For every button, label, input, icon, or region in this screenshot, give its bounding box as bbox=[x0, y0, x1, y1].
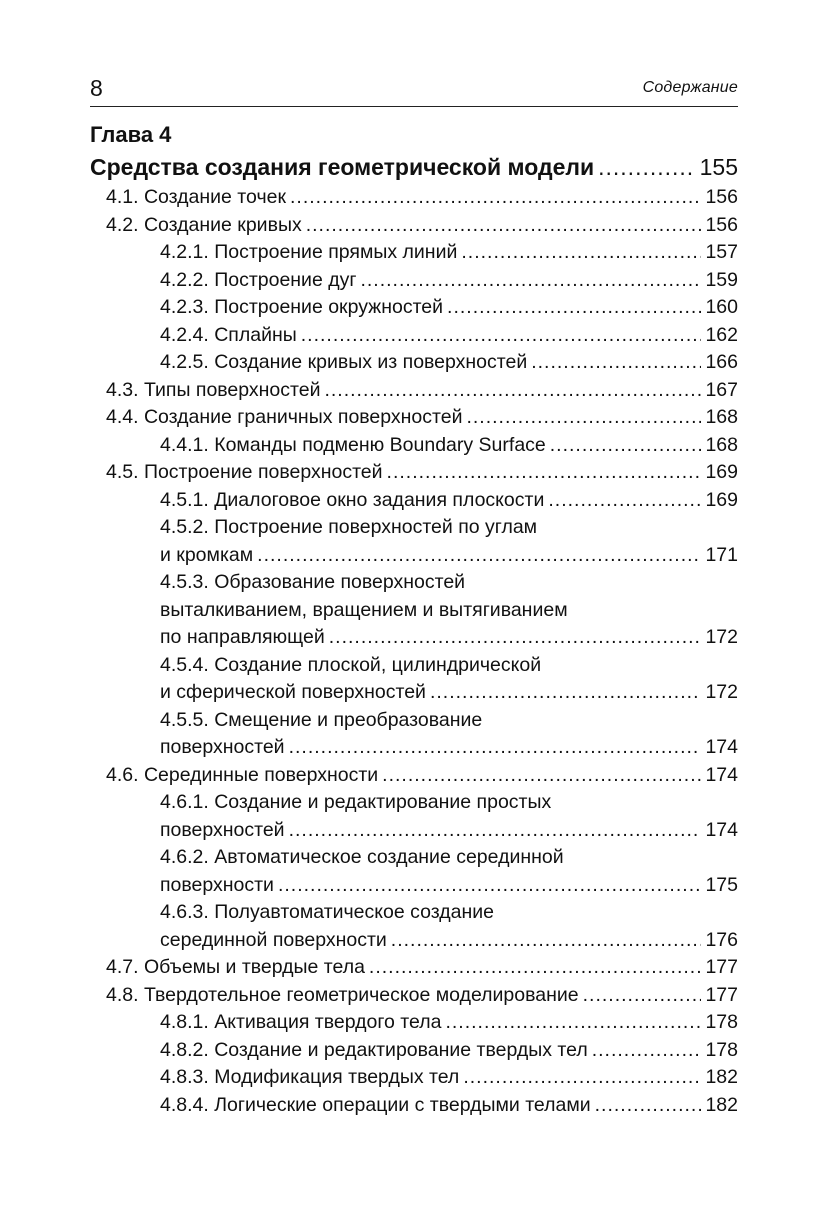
toc-entry[interactable] bbox=[90, 212, 738, 240]
leader-dots bbox=[598, 153, 696, 181]
toc-entry[interactable] bbox=[90, 349, 738, 377]
toc-entry-title: 4.8.4. Логические операции с твердыми телами bbox=[160, 1093, 591, 1116]
toc-entry-title: 4.2.3. Построение окружностей bbox=[160, 296, 444, 318]
toc-entry-page: 167 bbox=[705, 378, 738, 401]
chapter-title-row[interactable] bbox=[90, 153, 738, 181]
toc-entry-row bbox=[160, 624, 738, 652]
toc-entry[interactable] bbox=[90, 322, 738, 350]
toc-entry-title-line: 4.6.2. Автоматическое создание серединной bbox=[160, 846, 564, 868]
toc-entry-row bbox=[106, 377, 738, 405]
toc-entry-title-line: выталкиванием, вращением и вытягиванием bbox=[160, 598, 568, 621]
leader-dots bbox=[387, 459, 702, 487]
toc-entry-page: 166 bbox=[705, 351, 738, 373]
toc-entry-title: 4.1. Создание точек bbox=[106, 186, 286, 208]
toc-entry-page: 174 bbox=[705, 736, 738, 758]
toc-entry-row bbox=[160, 1009, 738, 1037]
toc-entry-title: 4.6. Серединные поверхности bbox=[106, 763, 379, 786]
toc-entry[interactable] bbox=[90, 432, 738, 460]
page-header bbox=[90, 74, 738, 107]
toc-entry-page: 156 bbox=[705, 213, 738, 236]
toc-entry-row bbox=[160, 1092, 738, 1120]
toc-entry-title: 4.2.4. Сплайны bbox=[160, 323, 297, 346]
leader-dots bbox=[447, 294, 701, 322]
leader-dots bbox=[595, 1092, 702, 1120]
toc-entry[interactable] bbox=[90, 294, 738, 322]
toc-entry-page: 157 bbox=[705, 241, 738, 263]
toc-entry[interactable] bbox=[90, 899, 738, 954]
leader-dots bbox=[391, 927, 702, 955]
toc-entry-page: 178 bbox=[705, 1011, 738, 1033]
toc-entry-row bbox=[106, 982, 738, 1010]
toc-entry-title-line: 4.5.4. Создание плоской, цилиндрической bbox=[160, 653, 542, 676]
leader-dots bbox=[306, 212, 702, 240]
leader-dots bbox=[445, 1009, 701, 1037]
toc-entry-row bbox=[106, 954, 738, 982]
toc-entry[interactable] bbox=[90, 404, 738, 432]
toc-entry-title: 4.2.2. Построение дуг bbox=[160, 268, 357, 291]
toc-entry-row bbox=[160, 817, 738, 845]
toc-entry[interactable] bbox=[90, 267, 738, 295]
toc-entry-page: 175 bbox=[705, 873, 738, 896]
toc-entry-title: поверхностей bbox=[160, 818, 285, 841]
toc-entry-title: 4.4. Создание граничных поверхностей bbox=[106, 406, 463, 428]
toc-entry-page: 169 bbox=[705, 488, 738, 511]
leader-dots bbox=[290, 184, 701, 212]
toc-entry-title: 4.8.1. Активация твердого тела bbox=[160, 1011, 442, 1033]
toc-entry-page: 171 bbox=[705, 543, 738, 566]
leader-dots bbox=[289, 734, 702, 762]
toc-entry-title: 4.2. Создание кривых bbox=[106, 213, 302, 236]
toc-entry-title: 4.3. Типы поверхностей bbox=[106, 378, 321, 401]
leader-dots bbox=[548, 487, 701, 515]
leader-dots bbox=[430, 679, 702, 707]
toc-entry-page: 169 bbox=[705, 461, 738, 483]
toc-entry-title: 4.8. Твердотельное геометрическое моделирование bbox=[106, 983, 579, 1006]
toc-entry-row bbox=[106, 184, 738, 212]
toc-entry-title: 4.2.1. Построение прямых линий bbox=[160, 241, 458, 263]
toc-entry-row bbox=[106, 459, 738, 487]
toc-entry-title: поверхности bbox=[160, 873, 274, 896]
toc-entry[interactable] bbox=[90, 1064, 738, 1092]
toc-entry-page: 177 bbox=[705, 956, 738, 978]
toc-entry[interactable] bbox=[90, 762, 738, 790]
toc-entry-row bbox=[160, 1037, 738, 1065]
toc-entry-title: 4.4.1. Команды подменю Boundary Surface bbox=[160, 433, 546, 456]
toc-entry[interactable] bbox=[90, 1092, 738, 1120]
toc-entry-page: 162 bbox=[705, 323, 738, 346]
toc-entry-row bbox=[160, 322, 738, 350]
toc-entry-page: 168 bbox=[705, 433, 738, 456]
toc-entry-title: поверхностей bbox=[160, 736, 285, 758]
toc-entry-title: и кромкам bbox=[160, 543, 254, 566]
toc-entry-row bbox=[106, 404, 738, 432]
leader-dots bbox=[369, 954, 702, 982]
toc-entry-row bbox=[160, 542, 738, 570]
toc-entry-row bbox=[160, 734, 738, 762]
toc-entry-title: 4.5. Построение поверхностей bbox=[106, 461, 383, 483]
leader-dots bbox=[592, 1037, 702, 1065]
toc-entry-row bbox=[160, 487, 738, 515]
toc-entry-title: и сферической поверхностей bbox=[160, 681, 426, 703]
toc-entry[interactable] bbox=[90, 487, 738, 515]
toc-entry-title-line: 4.5.3. Образование поверхностей bbox=[160, 571, 466, 593]
toc-entry-page: 178 bbox=[705, 1038, 738, 1061]
toc-entry-title-line: 4.6.3. Полуавтоматическое создание bbox=[160, 901, 494, 923]
leader-dots bbox=[257, 542, 701, 570]
toc-entry-page: 182 bbox=[705, 1093, 738, 1116]
toc-entry-row bbox=[160, 239, 738, 267]
leader-dots bbox=[583, 982, 702, 1010]
toc-entry-title-line: 4.6.1. Создание и редактирование простых bbox=[160, 791, 552, 813]
leader-dots bbox=[531, 349, 701, 377]
leader-dots bbox=[360, 267, 701, 295]
leader-dots bbox=[550, 432, 702, 460]
toc-entry-title-line: 4.5.2. Построение поверхностей по углам bbox=[160, 516, 538, 538]
toc-entry-title: серединной поверхности bbox=[160, 928, 387, 951]
toc-entry[interactable] bbox=[90, 707, 738, 762]
toc-entry-title: по направляющей bbox=[160, 626, 325, 648]
leader-dots bbox=[466, 404, 701, 432]
toc-entry-row bbox=[160, 1064, 738, 1092]
toc-entry-page: 168 bbox=[705, 406, 738, 428]
chapter-page: 155 bbox=[699, 154, 738, 180]
toc-entry[interactable] bbox=[90, 569, 738, 652]
toc-entry-title: 4.8.2. Создание и редактирование твердых тел bbox=[160, 1038, 588, 1061]
chapter-title: Средства создания геометрической модели bbox=[90, 154, 595, 180]
toc-entry-title-line: 4.5.5. Смещение и преобразование bbox=[160, 708, 483, 731]
toc-entry[interactable] bbox=[90, 1037, 738, 1065]
leader-dots bbox=[463, 1064, 701, 1092]
toc-entry-title: 4.5.1. Диалоговое окно задания плоскости bbox=[160, 488, 545, 511]
leader-dots bbox=[301, 322, 702, 350]
leader-dots bbox=[461, 239, 701, 267]
toc-entry[interactable] bbox=[90, 789, 738, 844]
toc-entry[interactable] bbox=[90, 459, 738, 487]
leader-dots bbox=[278, 872, 702, 900]
toc-entry[interactable] bbox=[90, 844, 738, 899]
toc-entry[interactable] bbox=[90, 377, 738, 405]
toc-entry[interactable] bbox=[90, 652, 738, 707]
toc-entry-title: 4.7. Объемы и твердые тела bbox=[106, 956, 365, 978]
toc-entry-page: 177 bbox=[705, 983, 738, 1006]
leader-dots bbox=[289, 817, 702, 845]
toc-entry-row bbox=[160, 679, 738, 707]
leader-dots bbox=[329, 624, 702, 652]
running-title: Содержание bbox=[642, 79, 738, 96]
toc-entry-row bbox=[106, 762, 738, 790]
toc-entry-row bbox=[160, 432, 738, 460]
page-number: 8 bbox=[90, 75, 103, 101]
toc-entry-page: 174 bbox=[705, 763, 738, 786]
toc-entry[interactable] bbox=[90, 184, 738, 212]
toc-entry-page: 160 bbox=[705, 296, 738, 318]
chapter-label: Глава 4 bbox=[90, 122, 172, 147]
table-of-contents bbox=[90, 184, 738, 1119]
toc-entry-page: 172 bbox=[705, 626, 738, 648]
toc-entry[interactable] bbox=[90, 982, 738, 1010]
toc-entry[interactable] bbox=[90, 954, 738, 982]
toc-entry-page: 174 bbox=[705, 818, 738, 841]
toc-entry-row bbox=[160, 267, 738, 295]
toc-entry-page: 182 bbox=[705, 1066, 738, 1088]
toc-entry-title: 4.8.3. Модификация твердых тел bbox=[160, 1066, 460, 1088]
toc-entry-page: 159 bbox=[705, 268, 738, 291]
toc-entry[interactable] bbox=[90, 514, 738, 569]
toc-entry-page: 176 bbox=[705, 928, 738, 951]
toc-entry-page: 156 bbox=[705, 186, 738, 208]
toc-entry-row bbox=[160, 349, 738, 377]
toc-entry-row bbox=[106, 212, 738, 240]
toc-entry-row bbox=[160, 927, 738, 955]
toc-entry-row bbox=[160, 872, 738, 900]
leader-dots bbox=[324, 377, 701, 405]
toc-entry[interactable] bbox=[90, 239, 738, 267]
toc-entry-page: 172 bbox=[705, 681, 738, 703]
toc-entry-row bbox=[160, 294, 738, 322]
leader-dots bbox=[382, 762, 701, 790]
toc-entry[interactable] bbox=[90, 1009, 738, 1037]
toc-entry-title: 4.2.5. Создание кривых из поверхностей bbox=[160, 351, 528, 373]
